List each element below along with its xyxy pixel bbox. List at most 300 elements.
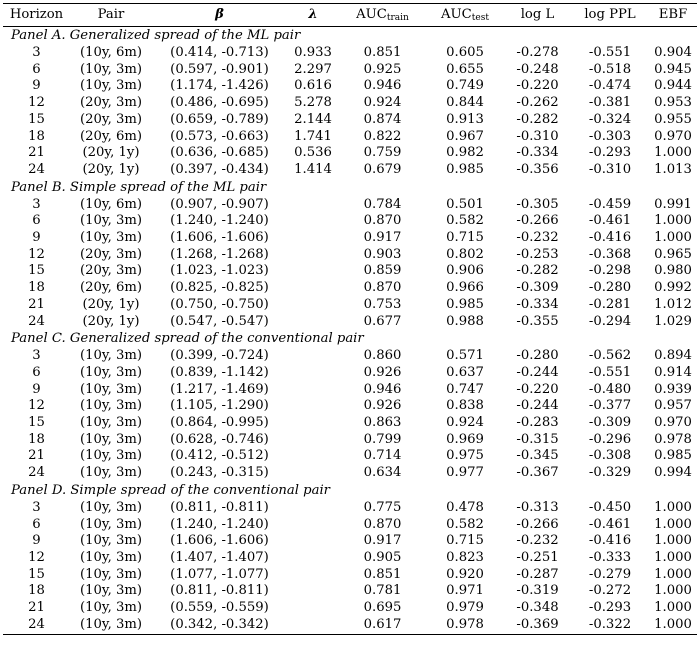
cell-auc-train: 0.946 [363,78,402,94]
cell-pair: (10y, 6m) [79,196,143,212]
table-row [3,415,697,432]
cell-auc-test: 0.582 [446,213,484,229]
cell-log-l: -0.345 [516,448,559,464]
cell-log-ppl: -0.322 [571,617,649,634]
cell-auc-train: 0.863 [363,415,402,431]
cell-beta: (0.825, -0.825) [170,280,269,296]
cell-log-l: -0.266 [516,516,559,532]
cell-beta: (0.397, -0.434) [170,161,269,177]
cell-ebf: 0.994 [654,465,692,481]
cell-horizon: 9 [32,381,41,397]
panel-title: Panel A. Generalized spread of the ML pair [11,28,301,43]
cell-log-ppl: -0.450 [588,499,632,515]
table-row [3,162,697,179]
cell-ebf: 1.000 [649,617,697,634]
cell-auc-test: 0.920 [446,566,484,582]
cell-horizon: 24 [28,313,45,329]
cell-pair: (10y, 3m) [79,398,143,414]
cell-log-ppl: -0.368 [588,246,632,262]
table-row [3,112,697,129]
cell-auc-train: 0.860 [363,348,402,364]
cell-log-l: -0.315 [516,431,559,447]
cell-log-l: -0.220 [516,381,559,397]
table-row [3,314,697,331]
panel-title: Panel C. Generalized spread of the conventional pair [11,331,364,347]
table-row [3,297,697,314]
header-pair: Pair [70,4,152,27]
table-row [3,95,697,112]
header-row [3,4,697,27]
cell-beta: (0.628, -0.746) [170,431,269,447]
cell-horizon: 18 [28,128,45,144]
cell-auc-train: 0.924 [363,95,402,111]
cell-ebf: 0.894 [654,348,692,364]
cell-log-l: -0.367 [516,465,559,481]
cell-pair: (20y, 1y) [82,313,140,329]
cell-horizon: 6 [32,213,41,229]
table-row [3,600,697,617]
cell-log-ppl: -0.281 [588,296,632,312]
cell-auc-train: 0.926 [363,398,402,414]
cell-auc-train: 0.677 [363,313,402,329]
cell-auc-train: 0.917 [363,533,402,549]
cell-beta: (1.217, -1.469) [170,381,269,397]
cell-horizon: 15 [28,263,45,279]
cell-horizon: 18 [28,431,45,447]
table-row [3,197,697,214]
cell-auc-train: 0.822 [363,128,402,144]
cell-auc-train: 0.799 [363,431,402,447]
cell-ebf: 1.000 [654,566,692,582]
cell-horizon: 21 [28,600,45,616]
cell-log-ppl: -0.381 [588,95,632,111]
cell-lambda [287,314,339,331]
cell-log-l: -0.305 [516,196,559,212]
cell-lambda [287,398,339,415]
table-row [3,78,697,95]
cell-beta: (0.839, -1.142) [170,364,269,380]
cell-auc-train: 0.870 [363,516,402,532]
table-row [3,617,697,634]
table-row [3,432,697,449]
table-row [3,448,697,465]
cell-auc-train: 0.946 [363,381,402,397]
cell-pair: (10y, 3m) [79,533,143,549]
cell-ebf: 1.000 [654,145,692,161]
cell-auc-test: 0.715 [446,533,484,549]
cell-lambda: 0.616 [294,78,332,94]
cell-ebf: 0.953 [654,95,692,111]
cell-ebf: 0.957 [654,398,692,414]
cell-log-l: -0.251 [516,549,559,565]
cell-lambda [287,533,339,550]
cell-pair: (10y, 3m) [79,566,143,582]
cell-auc-train: 0.903 [363,246,402,262]
table-body [3,27,697,635]
cell-log-ppl: -0.459 [588,196,632,212]
cell-pair: (20y, 1y) [82,145,140,161]
cell-lambda [287,550,339,567]
cell-log-l: -0.283 [516,415,559,431]
cell-log-l: -0.220 [516,78,559,94]
cell-pair: (20y, 3m) [79,263,143,279]
cell-ebf: 0.904 [654,45,692,60]
cell-ebf: 0.970 [654,415,692,431]
cell-auc-train: 0.851 [363,45,402,60]
cell-beta: (1.240, -1.240) [170,516,269,532]
cell-pair: (10y, 3m) [70,617,152,634]
cell-ebf: 0.992 [654,280,692,296]
table-row [3,517,697,534]
table-row [3,398,697,415]
auc-train-label: AUC [356,7,387,22]
cell-log-ppl: -0.324 [588,111,632,127]
cell-horizon: 21 [28,448,45,464]
cell-auc-test: 0.838 [446,398,484,414]
cell-auc-train: 0.617 [339,617,426,634]
cell-horizon: 21 [28,145,45,161]
cell-auc-test: 0.655 [446,61,484,77]
cell-log-ppl: -0.333 [588,549,632,565]
cell-log-l: -0.266 [516,213,559,229]
table-row [3,500,697,517]
cell-lambda [287,583,339,600]
cell-lambda: 0.536 [294,145,332,161]
cell-horizon: 15 [28,415,45,431]
cell-auc-test: 0.982 [446,145,484,161]
cell-log-l: -0.282 [516,263,559,279]
table-row [3,280,697,297]
cell-lambda [287,197,339,214]
cell-ebf: 0.980 [654,263,692,279]
cell-auc-train: 0.874 [363,111,402,127]
cell-log-l: -0.253 [516,246,559,262]
cell-beta: (0.864, -0.995) [170,415,269,431]
cell-log-ppl: -0.309 [588,415,632,431]
cell-log-ppl: -0.416 [588,533,632,549]
cell-log-ppl: -0.329 [588,465,632,481]
cell-beta: (0.750, -0.750) [170,296,269,312]
cell-ebf: 0.955 [654,111,692,127]
cell-ebf: 1.000 [654,533,692,549]
cell-ebf: 0.985 [654,448,692,464]
cell-log-ppl: -0.293 [588,600,632,616]
cell-pair: (10y, 3m) [79,431,143,447]
cell-lambda: 5.278 [294,95,332,111]
header-horizon: Horizon [3,4,70,27]
table-row [3,365,697,382]
auc-test-subscript: test [471,13,489,23]
cell-pair: (20y, 1y) [82,161,140,177]
cell-beta: (0.907, -0.907) [170,196,269,212]
cell-log-l: -0.262 [516,95,559,111]
cell-ebf: 0.965 [654,246,692,262]
cell-auc-test: 0.913 [446,111,484,127]
cell-lambda [287,567,339,584]
cell-log-ppl: -0.272 [588,583,632,599]
cell-log-l: -0.334 [516,145,559,161]
cell-lambda [287,465,339,482]
table-row [3,348,697,365]
cell-beta: (0.486, -0.695) [170,95,269,111]
cell-auc-test: 0.715 [446,230,484,246]
cell-log-l: -0.355 [516,313,559,329]
cell-log-l: -0.232 [516,533,559,549]
cell-lambda [287,247,339,264]
cell-auc-train: 0.784 [363,196,402,212]
cell-beta: (1.174, -1.426) [170,78,269,94]
cell-auc-train: 0.679 [363,161,402,177]
cell-auc-test: 0.571 [446,348,484,364]
cell-horizon: 24 [28,161,45,177]
beta-symbol: β [215,7,224,22]
cell-beta: (1.240, -1.240) [170,213,269,229]
table-row [3,583,697,600]
cell-beta: (0.659, -0.789) [170,111,269,127]
cell-pair: (10y, 3m) [79,230,143,246]
cell-pair: (20y, 3m) [79,95,143,111]
cell-auc-test: 0.582 [446,516,484,532]
header-beta [152,4,287,27]
table-row [3,129,697,146]
cell-lambda: 1.414 [294,161,332,177]
cell-beta: (1.105, -1.290) [170,398,269,414]
cell-ebf: 0.944 [654,78,692,94]
cell-horizon: 15 [28,566,45,582]
header-auc-train [339,4,426,27]
cell-lambda [287,500,339,517]
cell-auc-train: 0.926 [363,364,402,380]
panel-header-row [3,179,697,197]
cell-horizon: 15 [28,111,45,127]
cell-lambda [287,600,339,617]
table-row [3,45,697,62]
cell-pair: (10y, 3m) [79,61,143,77]
cell-beta: (1.407, -1.407) [170,549,269,565]
cell-log-l: -0.278 [516,45,559,60]
cell-lambda: 2.297 [294,61,332,77]
header-lambda [287,4,339,27]
cell-auc-test: 0.924 [446,415,484,431]
cell-log-l: -0.319 [516,583,559,599]
table-row [3,533,697,550]
cell-beta: (0.412, -0.512) [170,448,269,464]
cell-log-ppl: -0.294 [588,313,632,329]
cell-pair: (10y, 3m) [79,516,143,532]
cell-auc-test: 0.637 [446,364,484,380]
cell-auc-train: 0.634 [363,465,402,481]
cell-horizon: 6 [32,364,41,380]
table-row [3,567,697,584]
cell-lambda [287,432,339,449]
cell-log-l: -0.356 [516,161,559,177]
results-table [3,3,697,635]
cell-log-l: -0.309 [516,280,559,296]
cell-pair: (10y, 3m) [79,415,143,431]
cell-log-l: -0.244 [516,398,559,414]
cell-horizon: 18 [28,280,45,296]
cell-log-l: -0.280 [516,348,559,364]
panel-header-row [3,27,697,46]
cell-auc-test: 0.985 [446,161,484,177]
cell-ebf: 0.914 [654,364,692,380]
cell-horizon: 3 [32,45,41,60]
cell-auc-test: 0.749 [446,78,484,94]
cell-auc-test: 0.967 [446,128,484,144]
header-log-l: log L [504,4,571,27]
cell-auc-train: 0.917 [363,230,402,246]
table-row [3,465,697,482]
cell-beta: (1.023, -1.023) [170,263,269,279]
cell-beta: (0.636, -0.685) [170,145,269,161]
auc-train-subscript: train [386,13,409,23]
cell-auc-train: 0.925 [363,61,402,77]
cell-auc-test: 0.966 [446,280,484,296]
cell-beta: (0.811, -0.811) [170,583,269,599]
cell-log-l: -0.244 [516,364,559,380]
table-row [3,263,697,280]
cell-lambda: 2.144 [294,111,332,127]
cell-lambda [287,348,339,365]
cell-lambda [287,415,339,432]
cell-horizon: 24 [3,617,70,634]
cell-auc-train: 0.695 [363,600,402,616]
cell-ebf: 1.029 [654,313,692,329]
cell-auc-train: 0.759 [363,145,402,161]
cell-log-ppl: -0.280 [588,280,632,296]
cell-horizon: 18 [28,583,45,599]
lambda-symbol: λ [308,7,318,22]
cell-pair: (10y, 3m) [79,78,143,94]
table-row [3,550,697,567]
cell-lambda [287,263,339,280]
cell-pair: (10y, 6m) [79,45,143,60]
cell-auc-train: 0.714 [363,448,402,464]
cell-auc-test: 0.971 [446,583,484,599]
cell-ebf: 0.991 [654,196,692,212]
cell-pair: (10y, 3m) [79,448,143,464]
cell-horizon: 9 [32,78,41,94]
cell-beta: (1.268, -1.268) [170,246,269,262]
cell-beta: (0.573, -0.663) [170,128,269,144]
cell-lambda [287,280,339,297]
cell-log-l: -0.232 [516,230,559,246]
cell-horizon: 3 [32,348,41,364]
cell-lambda [287,448,339,465]
cell-log-l: -0.310 [516,128,559,144]
cell-auc-train: 0.870 [363,213,402,229]
cell-pair: (10y, 3m) [79,364,143,380]
cell-beta: (0.547, -0.547) [170,313,269,329]
cell-auc-test: 0.969 [446,431,484,447]
cell-beta: (0.243, -0.315) [170,465,269,481]
header-log-ppl: log PPL [571,4,649,27]
cell-horizon: 9 [32,230,41,246]
cell-horizon: 6 [32,516,41,532]
cell-log-l: -0.287 [516,566,559,582]
cell-auc-train: 0.859 [363,263,402,279]
cell-log-l: -0.282 [516,111,559,127]
cell-pair: (20y, 3m) [79,111,143,127]
cell-lambda [287,517,339,534]
cell-pair: (10y, 3m) [79,600,143,616]
cell-auc-test: 0.975 [446,448,484,464]
cell-auc-test: 0.985 [446,296,484,312]
panel-title: Panel D. Simple spread of the conventional pair [11,482,330,498]
cell-auc-test: 0.978 [426,617,504,634]
cell-log-ppl: -0.551 [588,364,632,380]
cell-ebf: 1.000 [654,516,692,532]
cell-beta: (1.077, -1.077) [170,566,269,582]
table-row [3,213,697,230]
cell-pair: (20y, 6m) [79,128,143,144]
cell-ebf: 0.970 [654,128,692,144]
cell-lambda: 1.741 [294,128,332,144]
table-row [3,247,697,264]
cell-beta: (0.811, -0.811) [170,499,269,515]
cell-pair: (10y, 3m) [79,348,143,364]
cell-log-ppl: -0.296 [588,431,632,447]
table-row [3,382,697,399]
cell-pair: (20y, 3m) [79,246,143,262]
auc-test-label: AUC [441,7,472,22]
cell-lambda [287,365,339,382]
cell-lambda [287,297,339,314]
cell-lambda: 0.933 [294,45,332,60]
cell-log-l: -0.248 [516,61,559,77]
cell-horizon: 24 [28,465,45,481]
cell-horizon: 3 [32,196,41,212]
panel-title: Panel B. Simple spread of the ML pair [11,179,267,195]
cell-log-ppl: -0.308 [588,448,632,464]
cell-log-ppl: -0.310 [588,161,632,177]
cell-pair: (20y, 1y) [82,296,140,312]
cell-log-ppl: -0.303 [588,128,632,144]
table-row [3,145,697,162]
cell-log-l: -0.369 [504,617,571,634]
cell-pair: (10y, 3m) [79,583,143,599]
cell-horizon: 9 [32,533,41,549]
cell-auc-test: 0.605 [446,45,484,60]
header-ebf: EBF [649,4,697,27]
cell-ebf: 1.000 [654,213,692,229]
cell-log-ppl: -0.518 [588,61,632,77]
cell-log-ppl: -0.562 [588,348,632,364]
results-table-container [3,3,692,635]
cell-beta: (0.559, -0.559) [170,600,269,616]
cell-pair: (20y, 6m) [79,280,143,296]
table-row [3,230,697,247]
cell-log-ppl: -0.279 [588,566,632,582]
cell-beta: (0.597, -0.901) [170,61,269,77]
cell-beta: (0.342, -0.342) [152,617,287,634]
cell-log-ppl: -0.298 [588,263,632,279]
cell-ebf: 1.000 [654,230,692,246]
cell-horizon: 12 [28,549,45,565]
cell-auc-train: 0.781 [363,583,402,599]
cell-horizon: 12 [28,246,45,262]
cell-lambda [287,213,339,230]
cell-pair: (10y, 3m) [79,549,143,565]
cell-ebf: 1.000 [654,583,692,599]
cell-log-ppl: -0.480 [588,381,632,397]
cell-beta: (1.606, -1.606) [170,230,269,246]
cell-auc-test: 0.988 [446,313,484,329]
cell-log-ppl: -0.293 [588,145,632,161]
cell-log-ppl: -0.461 [588,516,632,532]
cell-horizon: 12 [28,95,45,111]
cell-log-ppl: -0.461 [588,213,632,229]
